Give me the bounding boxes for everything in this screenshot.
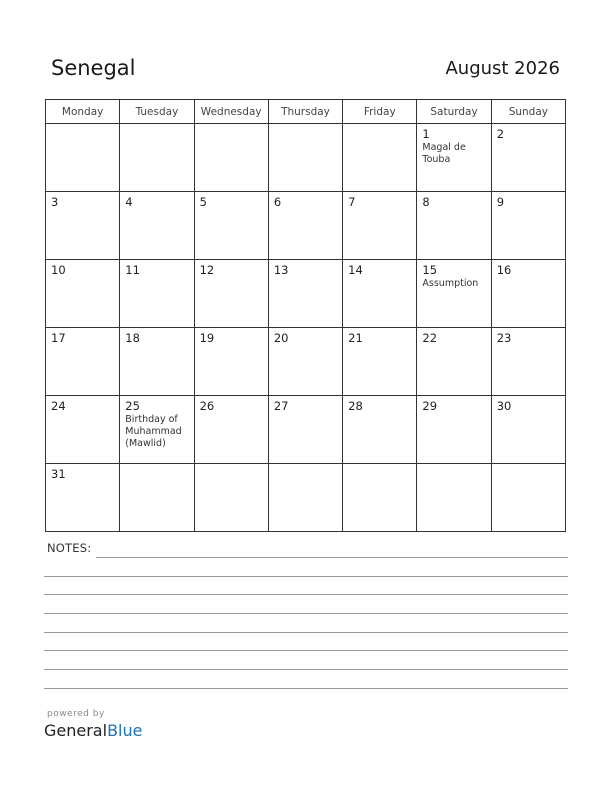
day-cell xyxy=(343,192,417,260)
weekday-header: Friday xyxy=(343,100,417,124)
day-cell xyxy=(268,260,342,328)
note-line xyxy=(96,557,568,558)
day-number: 29 xyxy=(422,399,438,413)
week-row xyxy=(46,396,566,464)
day-number: 26 xyxy=(199,399,215,413)
week-row xyxy=(46,464,566,532)
day-cell xyxy=(46,464,120,532)
day-cell xyxy=(46,260,120,328)
day-cell xyxy=(194,396,268,464)
day-cell xyxy=(491,464,565,532)
holiday-label: Assumption xyxy=(422,278,479,289)
day-cell xyxy=(343,260,417,328)
weekday-header: Thursday xyxy=(268,100,342,124)
day-number: 9 xyxy=(496,195,505,209)
day-cell xyxy=(343,124,417,192)
day-cell xyxy=(120,260,194,328)
note-line xyxy=(44,688,568,689)
day-cell xyxy=(268,192,342,260)
day-cell xyxy=(120,192,194,260)
brand-general: General xyxy=(44,721,108,740)
week-row xyxy=(46,192,566,260)
weekday-header: Tuesday xyxy=(120,100,194,124)
day-cell xyxy=(268,328,342,396)
day-number: 28 xyxy=(348,399,363,413)
day-cell xyxy=(120,464,194,532)
day-number: 3 xyxy=(51,195,59,209)
day-number: 18 xyxy=(125,331,140,345)
day-cell xyxy=(268,396,342,464)
day-cell xyxy=(491,260,565,328)
day-cell xyxy=(194,124,268,192)
day-number: 11 xyxy=(125,263,140,277)
day-cell xyxy=(46,396,120,464)
day-cell xyxy=(120,328,194,396)
note-line xyxy=(44,669,568,670)
day-number: 24 xyxy=(51,399,66,413)
day-cell xyxy=(417,328,491,396)
day-cell xyxy=(46,328,120,396)
day-cell xyxy=(417,192,491,260)
day-number: 16 xyxy=(496,263,512,277)
week-row xyxy=(46,260,566,328)
calendar-grid xyxy=(45,99,566,532)
note-line xyxy=(44,594,568,595)
day-number: 2 xyxy=(496,127,505,141)
day-cell xyxy=(491,124,565,192)
note-line xyxy=(44,576,568,577)
day-number: 21 xyxy=(348,331,363,345)
brand-blue: Blue xyxy=(107,721,143,740)
day-cell xyxy=(417,464,491,532)
powered-by-text: powered by xyxy=(47,709,105,719)
weekday-header: Wednesday xyxy=(194,100,268,124)
day-cell xyxy=(194,464,268,532)
weekday-header: Monday xyxy=(46,100,120,124)
week-row xyxy=(46,124,566,192)
brand-logo[interactable] xyxy=(44,721,142,740)
day-number: 14 xyxy=(348,263,363,277)
day-cell xyxy=(46,124,120,192)
day-number: 10 xyxy=(51,263,66,277)
day-number: 31 xyxy=(51,467,66,481)
day-cell xyxy=(194,328,268,396)
day-number: 4 xyxy=(125,195,133,209)
day-number: 12 xyxy=(199,263,215,277)
day-number: 22 xyxy=(422,331,438,345)
day-cell xyxy=(491,396,565,464)
day-cell xyxy=(120,396,194,464)
day-number: 8 xyxy=(422,195,430,209)
notes-label: NOTES: xyxy=(47,541,92,555)
week-row xyxy=(46,328,566,396)
day-number: 20 xyxy=(273,331,289,345)
day-number: 30 xyxy=(496,399,512,413)
month-year-title: August 2026 xyxy=(445,58,560,79)
day-cell xyxy=(194,192,268,260)
holiday-label: Birthday of Muhammad (Mawlid) xyxy=(125,414,182,449)
day-cell xyxy=(268,124,342,192)
day-cell xyxy=(268,464,342,532)
day-cell xyxy=(194,260,268,328)
day-number: 19 xyxy=(199,331,215,345)
day-cell xyxy=(491,328,565,396)
note-line xyxy=(44,613,568,614)
day-number: 1 xyxy=(422,127,430,141)
day-number: 23 xyxy=(496,331,512,345)
day-cell xyxy=(343,396,417,464)
note-line xyxy=(44,650,568,651)
country-title: Senegal xyxy=(51,56,136,80)
day-number: 17 xyxy=(51,331,66,345)
holiday-label: Magal de Touba xyxy=(422,142,466,165)
day-cell xyxy=(120,124,194,192)
day-cell xyxy=(343,464,417,532)
weekday-header: Sunday xyxy=(491,100,565,124)
day-number: 27 xyxy=(273,399,289,413)
day-number: 6 xyxy=(273,195,282,209)
day-number: 25 xyxy=(125,399,140,413)
day-number: 5 xyxy=(199,195,207,209)
note-line xyxy=(44,632,568,633)
day-cell xyxy=(417,124,491,192)
day-cell xyxy=(417,396,491,464)
day-number: 15 xyxy=(422,263,438,277)
day-cell xyxy=(46,192,120,260)
weekday-header-row xyxy=(46,100,566,124)
weekday-header: Saturday xyxy=(417,100,491,124)
day-cell xyxy=(343,328,417,396)
day-number: 13 xyxy=(273,263,289,277)
day-cell xyxy=(491,192,565,260)
day-cell xyxy=(417,260,491,328)
day-number: 7 xyxy=(348,195,356,209)
